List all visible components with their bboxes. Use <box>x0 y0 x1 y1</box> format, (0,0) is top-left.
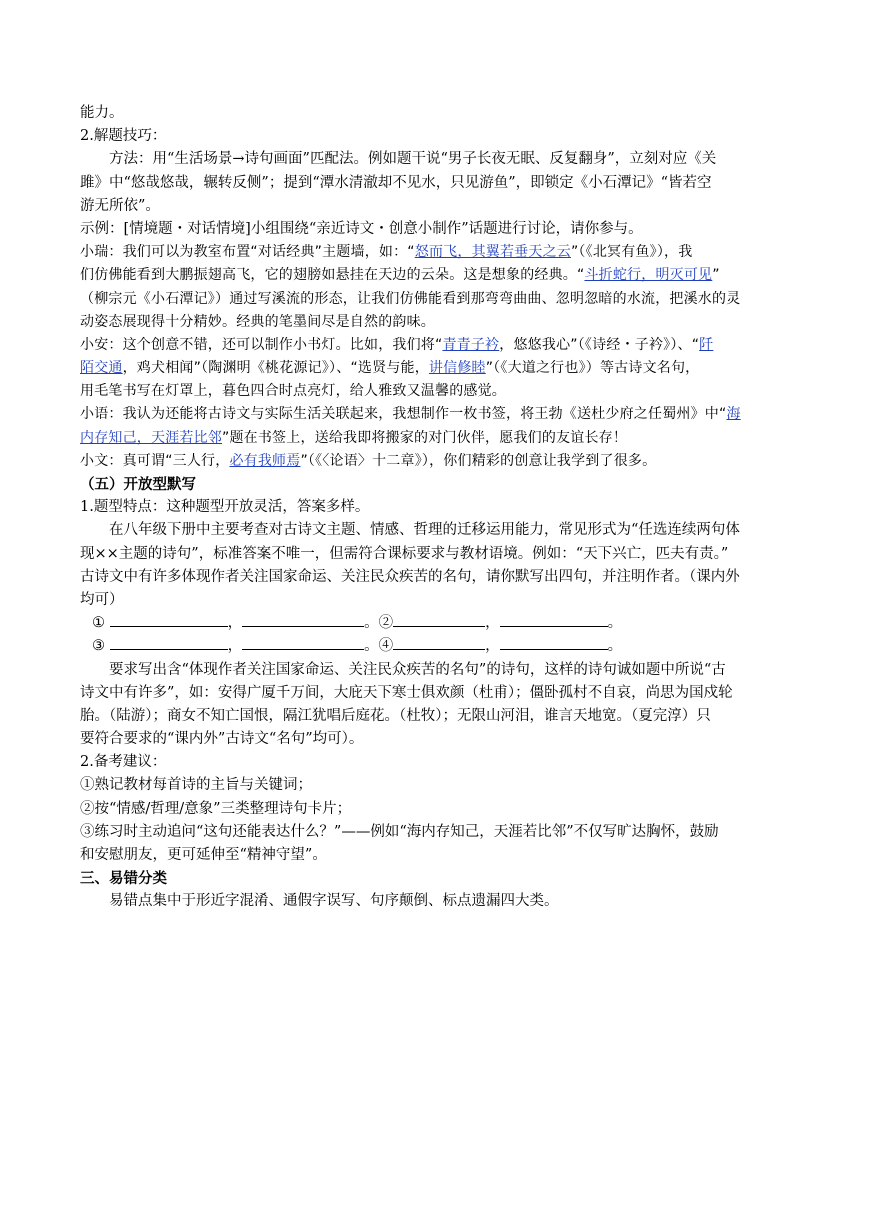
answer-blanks-row <box>80 612 792 635</box>
section-heading: （五）开放型默写 <box>80 476 196 493</box>
poem-link[interactable]: 怒而飞，其翼若垂天之云 <box>414 244 571 261</box>
text-line: 要符合要求的“课内外”古诗文“名句”均可）。 <box>80 731 364 748</box>
answer-blanks-row <box>80 635 792 658</box>
dialogue-line: 动姿态展现得十分精妙。经典的笔墨间尽是自然的韵味。 <box>80 313 435 330</box>
answer-blank[interactable] <box>500 635 608 650</box>
text-span: 小语：我认为还能将古诗文与实际生活关联起来，我想制作一枚书签，将王勃《送杜少府之任蜀州》中“ <box>80 406 727 423</box>
punct: 。 <box>607 638 623 655</box>
text-span: 们仿佛能看到大鹏振翅高飞，它的翅膀如悬挂在天边的云朵。这是想象的经典。“ <box>80 267 585 284</box>
text-line: 游无所依”。 <box>80 197 160 214</box>
text-span: ，悠悠我心”（《诗经・子衿》）、“ <box>499 336 700 353</box>
text-line: 易错点集中于形近字混淆、通假字误写、句序颠倒、标点遗漏四大类。 <box>109 893 559 910</box>
poem-link[interactable]: 阡 <box>699 336 714 353</box>
dialogue-line: 用毛笔书写在灯罩上，暮色四合时点亮灯，给人雅致又温馨的感觉。 <box>80 383 506 400</box>
subheading: 2.备考建议： <box>80 754 167 771</box>
answer-blank[interactable] <box>393 612 485 627</box>
text-line: 方法：用“生活场景→诗句画面”匹配法。例如题干说“男子长夜无眠、反复翻身”，立刻对应《关 <box>109 151 717 168</box>
answer-blank[interactable] <box>110 612 228 627</box>
number-marker: ③ <box>92 638 105 655</box>
text-span: ”（《北冥有鱼》），我 <box>570 244 693 261</box>
poem-link[interactable]: 陌交通 <box>80 360 123 377</box>
answer-blank[interactable] <box>393 635 485 650</box>
text-span: ” <box>712 267 720 284</box>
text-line: 诗文中有许多”，如：安得广厦千万间，大庇天下寒士俱欢颜（杜甫）；僵卧孤村不自哀，尚思为国戍轮 <box>80 684 733 701</box>
punct: ， <box>227 615 243 632</box>
text-line: 现××主题的诗句”，标准答案不唯一，但需符合课标要求与教材语境。例如：“天下兴亡，匹夫有责。” <box>80 545 729 562</box>
number-marker: ④ <box>378 638 394 655</box>
text-span: ”（《〈论语〉十二章》），你们精彩的创意让我学到了很多。 <box>300 452 657 469</box>
dialogue-line <box>80 427 792 450</box>
text-line: 要求写出含“体现作者关注国家命运、关注民众疾苦的名句”的诗句，这样的诗句诚如题中所说“古 <box>109 661 726 678</box>
dialogue-line <box>80 357 792 380</box>
poem-link[interactable]: 斗折蛇行，明灭可见 <box>584 267 713 284</box>
text-span: ”（《大道之行也》）等古诗文名句， <box>485 360 700 377</box>
text-span: ”题在书签上，送给我即将搬家的对门伙伴，愿我们的友谊长存！ <box>222 429 628 446</box>
dialogue-line <box>80 450 792 473</box>
list-item: ③练习时主动追问“这句还能表达什么？”——例如“海内存知己，天涯若比邻”不仅写旷达胸怀，鼓励 <box>80 823 719 840</box>
text-line: 在八年级下册中主要考查对古诗文主题、情感、哲理的迁移运用能力，常见形式为“任选连续两句体 <box>109 522 740 539</box>
dialogue-line <box>80 241 792 264</box>
text-span: 小文：真可谓“三人行， <box>80 452 230 469</box>
subheading: 2.解题技巧： <box>80 128 167 145</box>
list-item: ①熟记教材每首诗的主旨与关键词； <box>80 777 312 794</box>
dialogue-line <box>80 403 792 426</box>
dialogue-line <box>80 264 792 287</box>
poem-link[interactable]: 海 <box>726 406 741 423</box>
punct: ， <box>485 638 500 655</box>
text-line: 胎。（陆游）；商女不知亡国恨，隔江犹唱后庭花。（杜牧）；无限山河泪，谁言天地宽。（夏完淳）只 <box>80 707 711 724</box>
document-page <box>80 102 792 914</box>
poem-link[interactable]: 内存知己，天涯若比邻 <box>80 429 222 446</box>
text-line: 能力。 <box>80 105 124 121</box>
answer-blank[interactable] <box>242 612 364 627</box>
punct: 。 <box>364 615 379 632</box>
text-line: 均可） <box>80 591 124 608</box>
list-item: ②按“情感/哲理/意象”三类整理诗句卡片； <box>80 800 352 817</box>
text-span: 小瑞：我们可以为教室布置“对话经典”主题墙，如：“ <box>80 244 415 261</box>
section-heading: 三、易错分类 <box>80 870 167 888</box>
text-line: 雎》中“悠哉悠哉，辗转反侧”；提到“潭水清澈却不见水，只见游鱼”，即锁定《小石潭记》“皆若空 <box>80 174 712 191</box>
text-line: 1.题型特点：这种题型开放灵活，答案多样。 <box>80 499 370 516</box>
poem-link[interactable]: 讲信修睦 <box>428 360 486 377</box>
text-line: 和安慰朋友，更可延伸至“精神守望”。 <box>80 847 327 863</box>
dialogue-line <box>80 334 792 357</box>
punct: ， <box>227 638 243 655</box>
punct: 。 <box>364 638 379 655</box>
number-marker: ② <box>378 615 394 632</box>
punct: 。 <box>607 615 623 632</box>
text-span: 小安：这个创意不错，还可以制作小书灯。比如，我们将“ <box>80 336 443 353</box>
punct: ， <box>485 615 500 632</box>
text-line: 古诗文中有许多体现作者关注国家命运、关注民众疾苦的名句，请你默写出四句，并注明作者。（课内外 <box>80 568 740 585</box>
poem-link[interactable]: 青青子衿 <box>442 336 500 353</box>
number-marker: ① <box>92 615 105 632</box>
text-span: ，鸡犬相闻”（陶渊明《桃花源记》）、“选贤与能， <box>122 360 429 377</box>
poem-link[interactable]: 必有我师焉 <box>229 452 301 469</box>
answer-blank[interactable] <box>500 612 608 627</box>
example-intro: 示例：[情境题・对话情境]小组围绕“亲近诗文・创意小制作”话题进行讨论，请你参与。 <box>80 220 643 237</box>
answer-blank[interactable] <box>110 635 228 650</box>
answer-blank[interactable] <box>242 635 364 650</box>
dialogue-line: （柳宗元《小石潭记》）通过写溪流的形态，让我们仿佛能看到那弯弯曲曲、忽明忽暗的水流，把溪水的灵 <box>80 290 741 307</box>
